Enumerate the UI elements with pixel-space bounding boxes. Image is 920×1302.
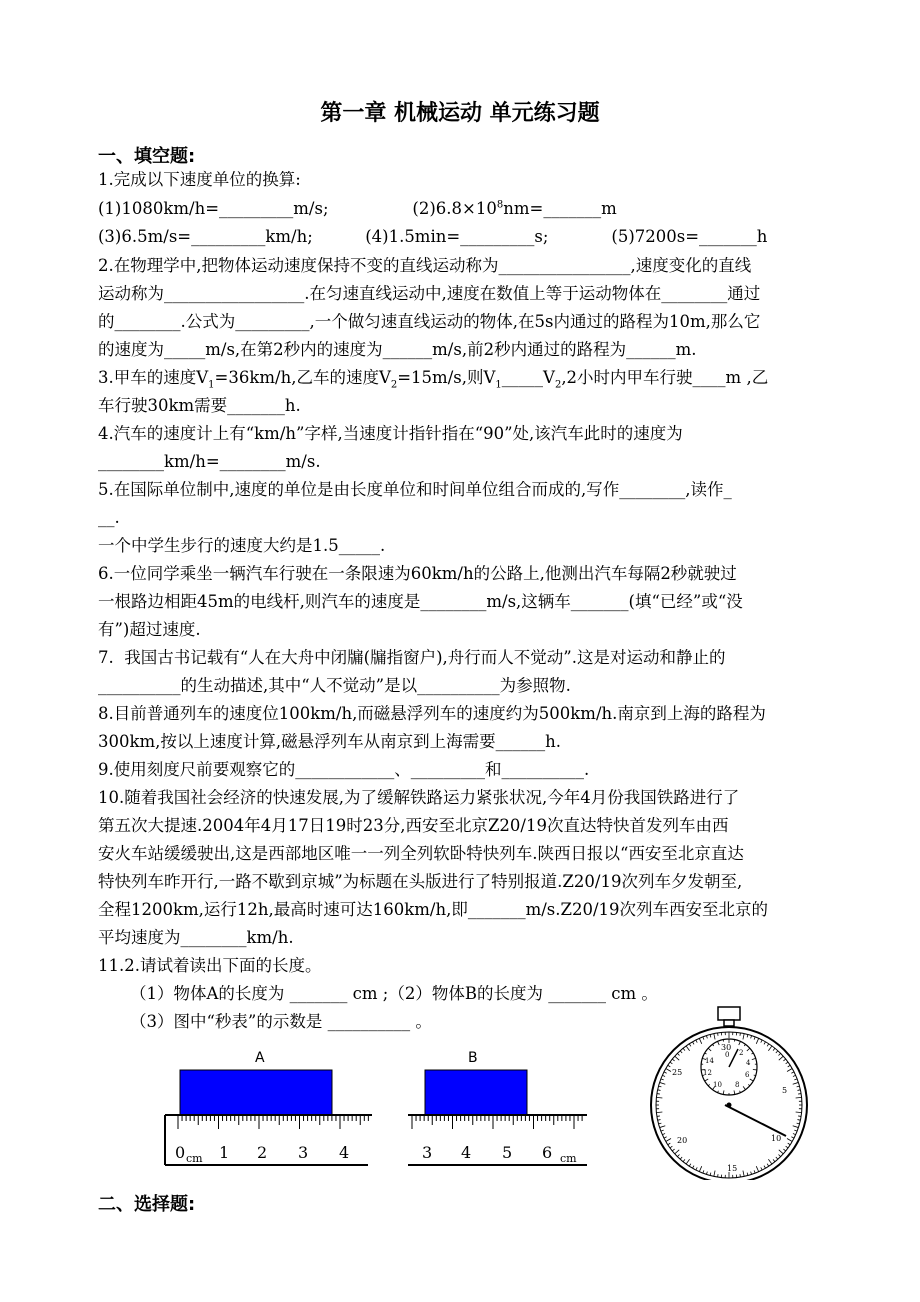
q1-intro: 1.完成以下速度单位的换算: [98,170,301,189]
q3-part: 3.甲车的速度V [98,368,209,387]
q3-part: =15m/s,则V [397,368,496,387]
q3-sub: 2 [390,379,398,391]
q2-line3: 的________.公式为_________,一个做匀速直线运动的物体,在5s内通过的路程为10m,那么它 [98,312,761,331]
q4-line2: ________km/h=________m/s. [98,452,321,471]
ruler-b-ticks [412,1115,582,1129]
q11-line3: （3）图中“秒表”的示数是 __________ 。 [130,1012,432,1031]
ruler-a-unit: cm [186,1152,203,1165]
q3-sub: 2 [554,379,562,391]
q3-part: =36km/h,乙车的速度V [214,368,391,387]
q2-line1: 2.在物理学中,把物体运动速度保持不变的直线运动称为________________,速度变化的直线 [98,256,752,275]
q5-line1: 5.在国际单位制中,速度的单位是由长度单位和时间单位组合而成的,写作________,读作_ [98,480,732,499]
inner-label-12: 12 [703,1069,712,1077]
q2-line4: 的速度为_____m/s,在第2秒内的速度为______m/s,前2秒内通过的路程为______m. [98,340,697,359]
q7-line2: __________的生动描述,其中“人不觉动”是以__________为参照物. [98,676,571,695]
q10-line1: 10.随着我国社会经济的快速发展,为了缓解铁路运力紧张状况,今年4月份我国铁路进行了 [98,788,740,807]
q3-line2: 车行驶30km需要_______h. [98,396,301,415]
q3-part: ,2小时内甲车行驶____m ,乙 [561,368,769,387]
q10-line2: 第五次大提速.2004年4月17日19时23分,西安至北京Z20/19次直达特快首发列车由西 [98,816,729,835]
block-a [180,1070,332,1115]
ruler-a-ticks [178,1115,368,1129]
ruler-a-group [165,1050,372,1165]
q5-line3: 一个中学生步行的速度大约是1.5_____. [98,536,386,555]
q3-line1 [98,368,769,391]
q6-line2: 一根路边相距45m的电线杆,则汽车的速度是________m/s,这辆车_______(填“已经”或“没 [98,592,743,611]
ruler-b-unit: cm [560,1152,577,1165]
block-b [425,1070,527,1115]
q2-line2: 运动称为_________________.在匀速直线运动中,速度在数值上等于运动物体在________通过 [98,284,761,303]
inner-label-0: 0 [725,1051,730,1059]
inner-label-14: 14 [705,1057,714,1065]
q10-line6: 平均速度为________km/h. [98,928,294,947]
rulers-figure [150,1040,610,1175]
q10-line4: 特快列车昨开行,一路不歇到京城”为标题在头版进行了特别报道.Z20/19次列车夕发朝至, [98,872,743,891]
inner-label-6: 6 [745,1071,750,1079]
q8-line2: 300km,按以上速度计算,磁悬浮列车从南京到上海需要______h. [98,732,561,751]
q9-line: 9.使用刻度尺前要观察它的____________、_________和__________. [98,760,590,779]
ruler-a-label-4: 4 [339,1143,350,1162]
q11-line1: 11.2.请试着读出下面的长度。 [98,956,322,975]
q10-line3: 安火车站缓缓驶出,这是西部地区唯一一列全列软卧特快列车.陕西日报以“西安至北京直达 [98,844,744,863]
outer-label-20: 20 [677,1136,688,1145]
q3-sub: 1 [208,379,215,391]
page-title: 第一章 机械运动 单元练习题 [320,101,600,126]
q10-line5: 全程1200km,运行12h,最高时速可达160km/h,即_______m/s.Z20/19次列车西安至北京的 [98,900,768,919]
q1-row2: (3)6.5m/s=_________km/h; (4)1.5min=_________s; (5)7200s=_______h [98,227,768,246]
outer-label-15: 15 [727,1164,738,1173]
q6-line1: 6.一位同学乘坐一辆汽车行驶在一条限速为60km/h的公路上,他测出汽车每隔2秒就驶过 [98,564,737,583]
inner-label-10: 10 [713,1081,722,1089]
q3-sub: 1 [495,379,502,391]
label-b: B [468,1050,478,1066]
ruler-a-label-1: 1 [219,1143,230,1162]
outer-label-10: 10 [771,1134,782,1143]
q11-line2: （1）物体A的长度为 _______ cm ;（2）物体B的长度为 _______ cm 。 [130,984,658,1003]
ruler-b-label-6: 6 [542,1143,553,1162]
q4-line1: 4.汽车的速度计上有“km/h”字样,当速度计指针指在“90”处,该汽车此时的速度为 [98,424,683,443]
q3-part: _____V [501,368,555,387]
stopwatch-figure [645,1005,815,1180]
ruler-b-group [408,1050,587,1165]
stopwatch-stem-icon [724,1020,734,1026]
ruler-b-label-4: 4 [461,1143,472,1162]
q1-row1-text: (1)1080km/h=_________m/s; (2)6.8×10 [98,199,497,218]
stopwatch-center-pin [727,1103,732,1108]
outer-label-5: 5 [782,1086,788,1095]
q6-line3: 有”)超过速度. [98,620,201,639]
ruler-b-label-3: 3 [422,1143,433,1162]
q7-line1: 7. 我国古书记载有“人在大舟中闭牖(牖指窗户),舟行而人不觉动”.这是对运动和静止的 [98,648,726,667]
inner-label-4: 4 [746,1059,751,1067]
inner-label-2: 2 [739,1049,744,1057]
q8-line1: 8.目前普通列车的速度位100km/h,而磁悬浮列车的速度约为500km/h.南京到上海的路程为 [98,704,766,723]
outer-label-25: 25 [672,1068,683,1077]
stopwatch-crown-icon [718,1007,740,1020]
inner-label-8: 8 [735,1081,740,1089]
ruler-a-label-3: 3 [298,1143,309,1162]
q5-line2: __. [98,508,120,527]
ruler-b-label-5: 5 [502,1143,513,1162]
section-fill-in: 一、填空题: [98,146,196,167]
q1-row1 [98,199,617,219]
outer-label-30: 30 [721,1043,732,1052]
ruler-a-label-2: 2 [257,1143,268,1162]
section-multiple-choice: 二、选择题: [98,1194,196,1215]
q1-exponent: 8 [496,199,504,211]
q1-row1-tail: nm=_______m [503,199,617,218]
ruler-a-label-0: 0 [175,1143,186,1162]
label-a: A [255,1050,265,1066]
